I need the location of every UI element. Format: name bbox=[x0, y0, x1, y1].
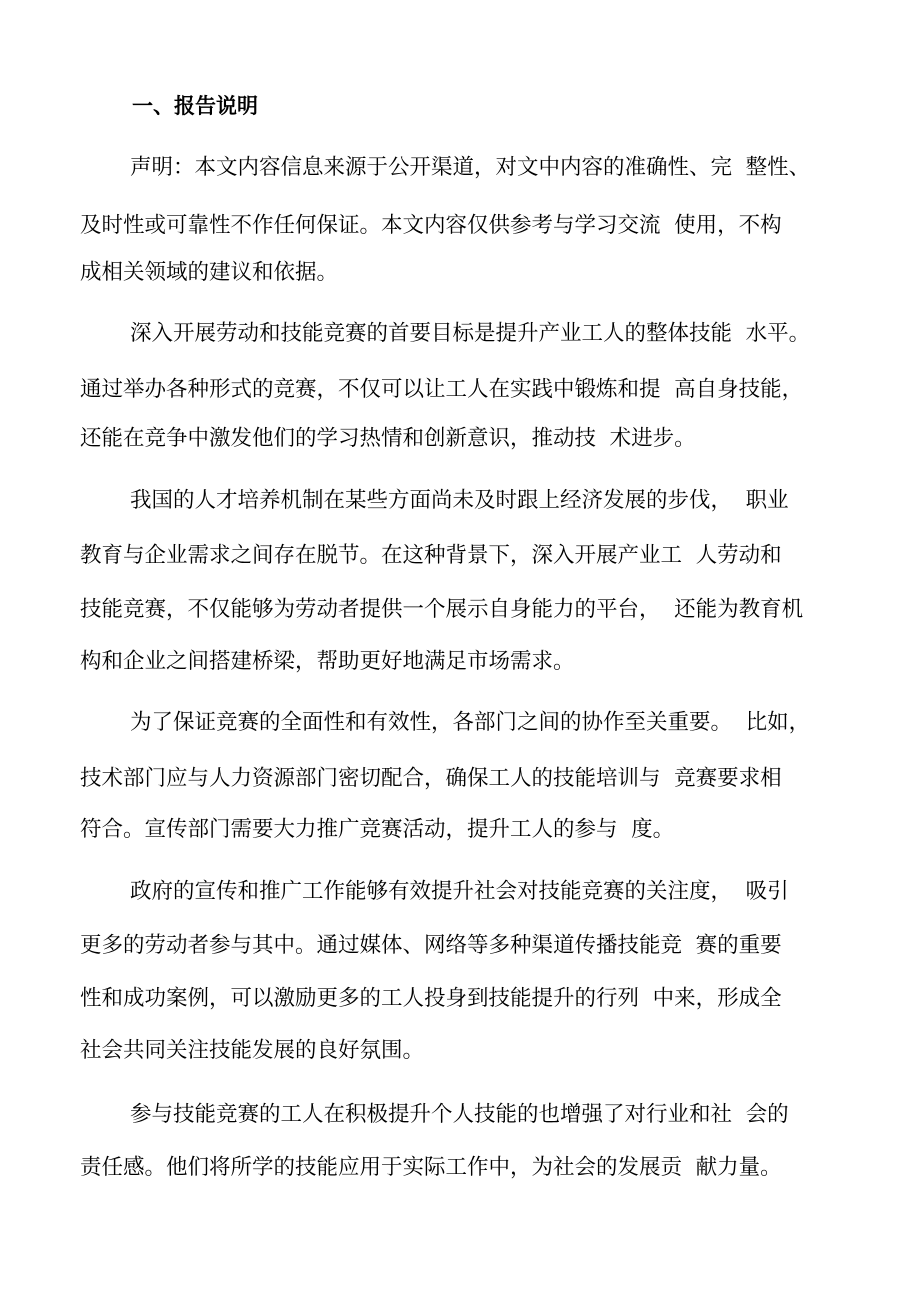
paragraph-line: 符合。宣传部门需要大力推广竞赛活动，提升工人的参与 度。 bbox=[80, 817, 675, 842]
paragraph-line: 还能在竞争中激发他们的学习热情和创新意识，推动技 术进步。 bbox=[80, 426, 696, 451]
paragraph-line: 教育与企业需求之间存在脱节。在这种背景下，深入开展产业工 人劳动和 bbox=[80, 543, 782, 568]
paragraph-line: 参与技能竞赛的工人在积极提升个人技能的也增强了对行业和社 会的 bbox=[130, 1102, 789, 1127]
paragraph-line: 责任感。他们将所学的技能应用于实际工作中，为社会的发展贡 献力量。 bbox=[80, 1155, 782, 1180]
paragraph-line: 深入开展劳动和技能竞赛的首要目标是提升产业工人的整体技能 水平。 bbox=[130, 321, 811, 346]
paragraph-line: 为了保证竞赛的全面性和有效性，各部门之间的协作至关重要。 比如， bbox=[130, 710, 811, 735]
paragraph-line: 社会共同关注技能发展的良好氛围。 bbox=[80, 1038, 425, 1063]
paragraph-line: 及时性或可靠性不作任何保证。本文内容仅供参考与学习交流 使用，不构 bbox=[80, 213, 782, 238]
paragraph-line: 通过举办各种形式的竞赛，不仅可以让工人在实践中锻炼和提 高自身技能， bbox=[80, 377, 804, 402]
paragraph-line: 政府的宣传和推广工作能够有效提升社会对技能竞赛的关注度， 吸引 bbox=[130, 879, 789, 904]
paragraph-line: 更多的劳动者参与其中。通过媒体、网络等多种渠道传播技能竞 赛的重要 bbox=[80, 933, 782, 958]
paragraph-line: 性和成功案例，可以激励更多的工人投身到技能提升的行列 中来，形成全 bbox=[80, 986, 782, 1011]
paragraph-line: 声明：本文内容信息来源于公开渠道，对文中内容的准确性、完 整性、 bbox=[130, 155, 811, 180]
section-heading: 一、报告说明 bbox=[132, 93, 258, 118]
paragraph-line: 我国的人才培养机制在某些方面尚未及时跟上经济发展的步伐， 职业 bbox=[130, 488, 789, 513]
paragraph-line: 技能竞赛，不仅能够为劳动者提供一个展示自身能力的平台， 还能为教育机 bbox=[80, 597, 804, 622]
paragraph-line: 成相关领域的建议和依据。 bbox=[80, 260, 339, 285]
paragraph-line: 构和企业之间搭建桥梁，帮助更好地满足市场需求。 bbox=[80, 649, 575, 674]
paragraph-line: 技术部门应与人力资源部门密切配合，确保工人的技能培训与 竞赛要求相 bbox=[80, 766, 782, 791]
